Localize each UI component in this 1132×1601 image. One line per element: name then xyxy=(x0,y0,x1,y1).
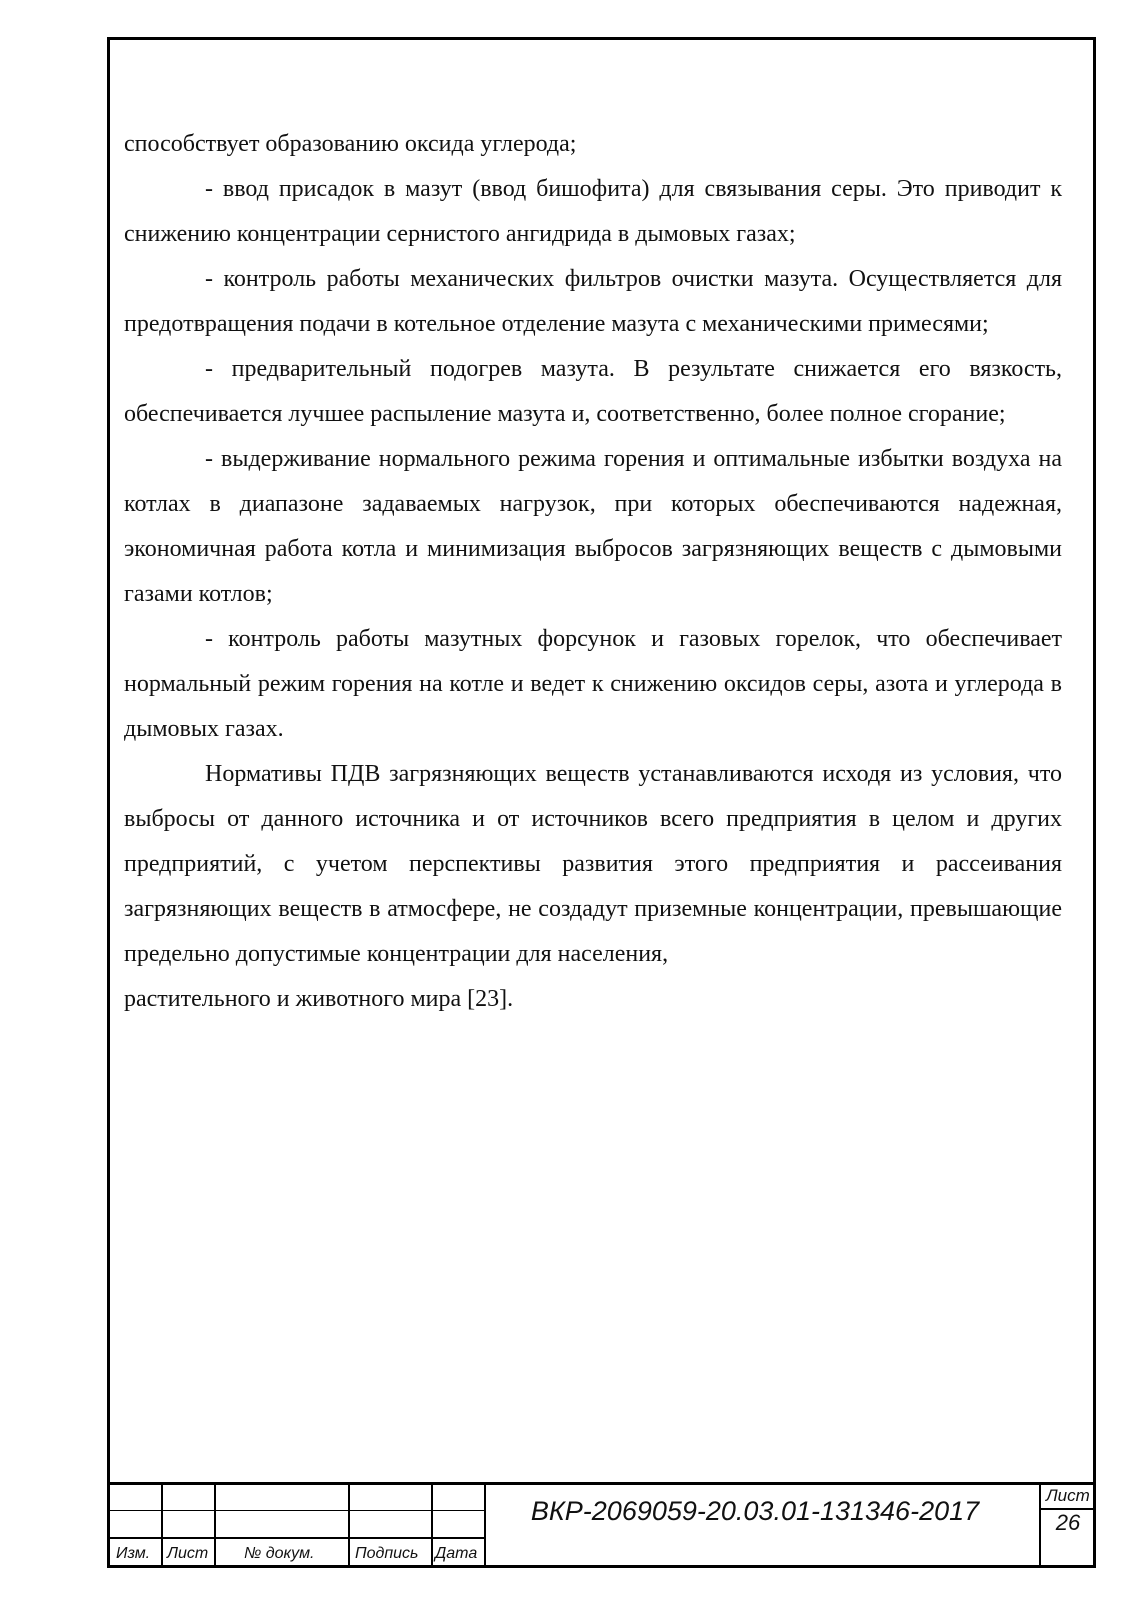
document-code: ВКР-2069059-20.03.01-131346-2017 xyxy=(530,1496,980,1526)
document-body xyxy=(124,122,1062,1022)
title-block-signature-label: Подпись xyxy=(355,1545,419,1562)
paragraph: растительного и животного мира [23]. xyxy=(124,986,514,1012)
title-block-sheet-label: Лист xyxy=(1046,1486,1090,1505)
title-block-date-label: Дата xyxy=(435,1545,478,1562)
title-block-list-label: Лист xyxy=(167,1545,209,1562)
title-block-col-line xyxy=(431,1482,433,1568)
title-block-col-line xyxy=(214,1482,216,1568)
title-block-izm-label: Изм. xyxy=(116,1545,151,1562)
sheet-number: 26 xyxy=(1055,1510,1081,1535)
paragraph: - выдерживание нормального режима горения и оптимальные избытки воздуха на котлах в диапазоне задаваемых нагрузок, при которых обеспечиваются надежная, экономичная работа котла и минимизация выбросов загрязняющих веществ с дымовыми газами котлов; xyxy=(124,446,1062,607)
paragraph: Нормативы ПДВ загрязняющих веществ устанавливаются исходя из условия, что выбросы от данного источника и от источников всего предприятия в целом и других предприятий, с учетом перспективы развития этого предприятия и рассеивания загрязняющих веществ в атмосфере, не создадут приземные концентрации, превышающие предельно допустимые концентрации для населения, xyxy=(124,761,1062,967)
paragraph: - контроль работы мазутных форсунок и газовых горелок, что обеспечивает нормальный режим горения на котле и ведет к снижению оксидов серы, азота и углерода в дымовых газах. xyxy=(124,626,1062,742)
title-block-row-line xyxy=(107,1510,485,1511)
paragraph: - предварительный подогрев мазута. В результате снижается его вязкость, обеспечивается лучшее распыление мазута и, соответственно, более полное сгорание; xyxy=(124,356,1062,427)
paragraph: - контроль работы механических фильтров очистки мазута. Осуществляется для предотвращения подачи в котельное отделение мазута с механическими примесями; xyxy=(124,266,1062,337)
title-block-col-line xyxy=(348,1482,350,1568)
paragraph: способствует образованию оксида углерода; xyxy=(124,131,577,157)
title-block-doc-no-label: № докум. xyxy=(244,1545,315,1562)
paragraph: - ввод присадок в мазут (ввод бишофита) для связывания серы. Это приводит к снижению концентрации сернистого ангидрида в дымовых газах; xyxy=(124,176,1062,247)
title-block-col-line xyxy=(161,1482,163,1568)
title-block-top-line xyxy=(107,1482,1096,1485)
title-block-row-line xyxy=(107,1537,485,1539)
